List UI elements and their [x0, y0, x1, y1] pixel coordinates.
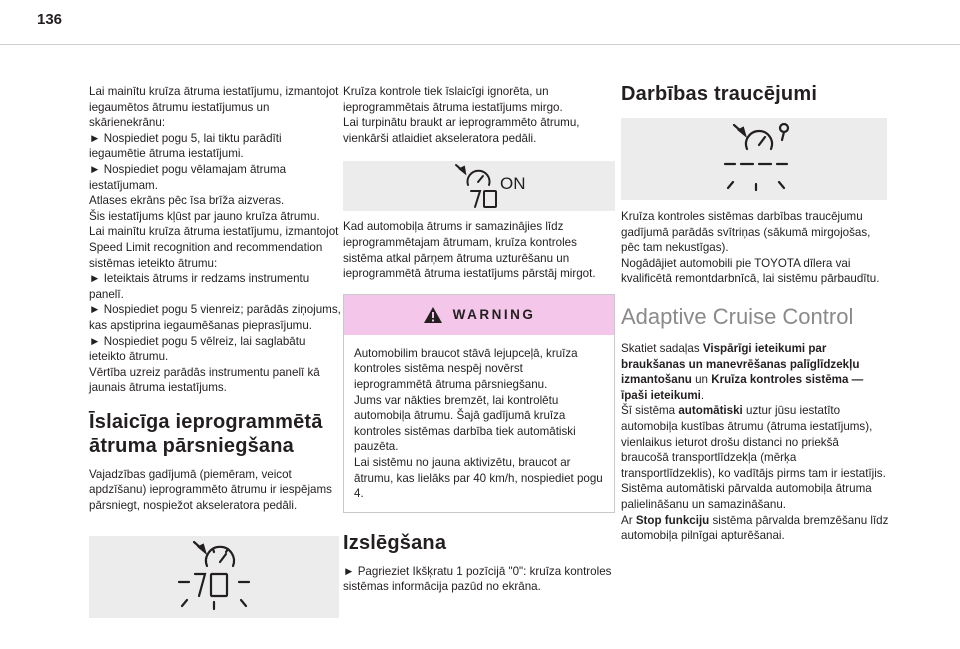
on-indicator-text: ON: [500, 174, 526, 194]
text-run: Skatiet sadaļas: [621, 341, 703, 355]
col2-paragraph-2: Kad automobiļa ātrums ir samazinājies līdz ieprogrammētajam ātrumam, kruīza kontroles sistēma atkal pārņem ātruma uzturēšanu un ieprogrammētā ātruma iestatījums pārstāj mirgot.: [343, 220, 596, 281]
bold-term: automātiski: [678, 404, 743, 418]
col3-paragraph-1: Kruīza kontroles sistēmas darbības traucējumu gadījumā parādās svītriņas (sākumā mirgojošas, pēc tam nekustīgas). Nogādājiet automobili pie TOYOTA dīlera vai kvalificētā remontdarbnīcā, lai sistēmu pārbaudītu.: [621, 210, 880, 286]
col3-paragraph-4: [621, 513, 889, 544]
warning-content: [344, 335, 614, 512]
section-heading-adaptive-cruise: Adaptive Cruise Control: [621, 303, 854, 329]
warning-title: WARNING: [452, 307, 536, 323]
section-heading-overspeed: Īslaicīga ieprogrammētā ātruma pārsniegšana: [89, 410, 323, 457]
warning-header: [344, 295, 614, 335]
column-1: [89, 84, 341, 618]
header-divider: [0, 44, 960, 45]
text-run: uztur jūsu iestatīto automobiļa kustības ātrumu (ātruma iestatījums), vienlaikus ieturot drošu distanci no priekšā braucošā transportlīdzekļa (mērķa transportlīdzeklis), ko vadītājs pirms tam ir iestatījis. Sistēma automātiski pārvalda automobiļa ātruma palielināšanu un samazināšanu.: [621, 404, 886, 511]
cruise-on-illustration: [343, 161, 615, 211]
col3-paragraph-3: [621, 403, 889, 512]
text-run: Šī sistēma: [621, 404, 679, 418]
col2-paragraph-3: ► Pagrieziet Ikšķratu 1 pozīcijā "0": kruīza kontroles sistēmas informācija pazūd no ekrāna.: [343, 564, 612, 594]
col1-paragraph-3: ► Ieteiktais ātrums ir redzams instrumentu panelī. ► Nospiediet pogu 5 vienreiz; parādās ziņojums, kas apstiprina iegaumēšanas pieprasījumu. ► Nospiediet pogu 5 vēlreiz, lai saglabātu ieteikto ātrumu. Vērtība uzreiz parādās instrumentu panelī kā jaunais ātruma iestatījums.: [89, 272, 341, 395]
warning-box: [343, 294, 615, 513]
warning-triangle-icon: [423, 306, 443, 324]
speed-flashing-illustration: [89, 536, 339, 618]
speedometer-on-icon: [343, 161, 615, 211]
section-heading-switch-off: Izslēgšana: [343, 531, 447, 554]
bold-reference: Vispārīgi ieteikumi par braukšanas un manevrēšanas palīglīdzekļu izmantošanu: [621, 341, 860, 387]
col1-paragraph-1: Lai mainītu kruīza ātruma iestatījumu, izmantojot iegaumētos ātrumu iestatījumus un skārienekrānu:: [89, 85, 339, 130]
warning-text: Automobilim braucot stāvā lejupceļā, kruīza kontroles sistēma nespēj novērst ieprogrammētā ātruma pārsniegšanu. Jums var nākties bremzēt, lai kontrolētu automobiļa ātrumu. Šajā gadījumā kruīza kontroles sistēmas darbība tiek automātiski pauzēta. Lai sistēmu no jauna aktivizētu, braucot ar ātrumu, kas lielāks par 40 km/h, nospiediet pogu 4.: [354, 346, 603, 501]
speedometer-dashes-icon: [621, 118, 887, 200]
col1-paragraph-2: ► Nospiediet pogu 5, lai tiktu parādīti iegaumētie ātruma iestatījumi. ► Nospiediet pogu vēlamajam ātruma iestatījumam. Atlases ekrāns pēc īsa brīža aizveras. Šis iestatījums kļūst par jauno kruīza ātrumu. Lai mainītu kruīza ātruma iestatījumu, izmantojot Speed Limit recognition and recommendation sistēmas ieteikto ātrumu:: [89, 131, 339, 270]
section-heading-malfunction: Darbības traucējumi: [621, 83, 818, 105]
text-run: sistēma pārvalda bremzēšanu līdz automobiļa pilnīgai apturēšanai.: [621, 513, 889, 543]
text-run: un: [691, 373, 712, 387]
column-3: [621, 84, 889, 544]
col3-paragraph-2: [621, 341, 889, 403]
bold-term: Stop funkciju: [635, 513, 710, 527]
col1-paragraph-4: Vajadzības gadījumā (piemēram, veicot apdzīšanu) ieprogrammēto ātrumu ir iespējams pārsniegt, nospiežot akseleratora pedāli.: [89, 467, 332, 513]
text-run: .: [700, 388, 705, 402]
column-2: [343, 84, 615, 595]
text-run: Ar: [621, 513, 636, 527]
col2-paragraph-1: Kruīza kontrole tiek īslaicīgi ignorēta, un ieprogrammētais ātruma iestatījums mirgo. Lai turpinātu braukt ar ieprogrammēto ātrumu, vienkārši atlaidiet akseleratora pedāli.: [343, 85, 580, 145]
bold-reference: Kruīza kontroles sistēma — īpaši ieteikumi: [621, 373, 864, 402]
page-number: 136: [37, 11, 63, 28]
malfunction-illustration: [621, 118, 887, 200]
speedometer-flashing-icon: [89, 536, 339, 618]
